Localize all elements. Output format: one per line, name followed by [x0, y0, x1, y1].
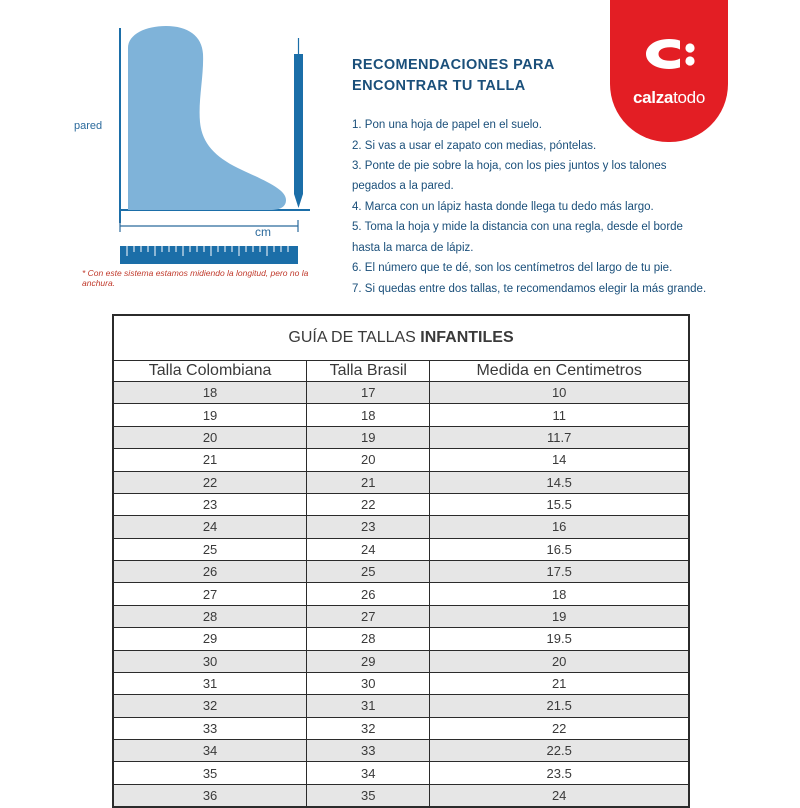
cell-brasil: 20	[307, 449, 430, 471]
table-row	[113, 695, 689, 717]
list-item: 3. Ponte de pie sobre la hoja, con los pies juntos y los talones pegados a la pared.	[352, 159, 667, 193]
table-row	[113, 650, 689, 672]
cell-colombiana: 23	[113, 493, 307, 515]
cell-brasil: 35	[307, 784, 430, 807]
cell-brasil: 28	[307, 628, 430, 650]
wordmark-light: todo	[673, 88, 705, 107]
cell-centimetros: 19.5	[430, 628, 689, 650]
cell-centimetros: 22	[430, 717, 689, 739]
cell-colombiana: 34	[113, 740, 307, 762]
cell-colombiana: 21	[113, 449, 307, 471]
cell-colombiana: 25	[113, 538, 307, 560]
cell-brasil: 21	[307, 471, 430, 493]
table-title	[113, 315, 689, 361]
recommendations-title-line1: RECOMENDACIONES PARA	[352, 57, 555, 73]
cell-brasil: 18	[307, 404, 430, 426]
table-row	[113, 672, 689, 694]
cell-brasil: 34	[307, 762, 430, 784]
cell-colombiana: 26	[113, 561, 307, 583]
cell-colombiana: 20	[113, 426, 307, 448]
cell-colombiana: 28	[113, 605, 307, 627]
cell-brasil: 19	[307, 426, 430, 448]
table-row	[113, 605, 689, 627]
brand-logo	[610, 0, 728, 142]
cell-colombiana: 31	[113, 672, 307, 694]
table-row	[113, 628, 689, 650]
table-row	[113, 561, 689, 583]
cell-centimetros: 17.5	[430, 561, 689, 583]
brand-wordmark	[610, 88, 728, 108]
cell-centimetros: 18	[430, 583, 689, 605]
table-row	[113, 740, 689, 762]
recommendations-list	[352, 115, 712, 299]
cell-colombiana: 35	[113, 762, 307, 784]
diagram-footnote: * Con este sistema estamos midiendo la longitud, pero no la anchura.	[82, 268, 309, 288]
table-title-row	[113, 315, 689, 361]
cell-brasil: 27	[307, 605, 430, 627]
table-row	[113, 538, 689, 560]
cell-centimetros: 15.5	[430, 493, 689, 515]
cell-colombiana: 18	[113, 382, 307, 404]
wordmark-bold: calza	[633, 88, 674, 107]
cell-centimetros: 16	[430, 516, 689, 538]
cell-centimetros: 11	[430, 404, 689, 426]
cell-centimetros: 21	[430, 672, 689, 694]
cell-colombiana: 19	[113, 404, 307, 426]
list-item: 7. Si quedas entre dos tallas, te recomendamos elegir la más grande.	[352, 282, 707, 295]
cell-brasil: 26	[307, 583, 430, 605]
cell-brasil: 30	[307, 672, 430, 694]
cell-brasil: 25	[307, 561, 430, 583]
cell-centimetros: 21.5	[430, 695, 689, 717]
foot-diagram-graphic	[70, 18, 330, 283]
cell-brasil: 32	[307, 717, 430, 739]
table-row	[113, 784, 689, 807]
header-section	[0, 0, 800, 300]
wall-label: pared	[74, 120, 103, 132]
cell-centimetros: 14.5	[430, 471, 689, 493]
cell-centimetros: 16.5	[430, 538, 689, 560]
column-header-colombiana: Talla Colombiana	[113, 361, 307, 382]
recommendations-title-line2: ENCONTRAR TU TALLA	[352, 78, 526, 95]
table-body	[113, 382, 689, 808]
cell-brasil: 17	[307, 382, 430, 404]
table-row	[113, 382, 689, 404]
cell-centimetros: 20	[430, 650, 689, 672]
cell-brasil: 24	[307, 538, 430, 560]
cell-colombiana: 30	[113, 650, 307, 672]
cell-centimetros: 23.5	[430, 762, 689, 784]
cell-centimetros: 22.5	[430, 740, 689, 762]
cell-centimetros: 24	[430, 784, 689, 807]
list-item: 5. Toma la hoja y mide la distancia con una regla, desde el borde hasta la marca de lápiz.	[352, 221, 683, 254]
list-item: 4. Marca con un lápiz hasta donde llega tu dedo más largo.	[352, 200, 654, 213]
cell-centimetros: 11.7	[430, 426, 689, 448]
cell-brasil: 29	[307, 650, 430, 672]
cell-colombiana: 22	[113, 471, 307, 493]
cell-brasil: 22	[307, 493, 430, 515]
list-item: 2. Si vas a usar el zapato con medias, póntelas.	[352, 139, 597, 152]
table-title-strong: INFANTILES	[420, 329, 514, 346]
table-row	[113, 426, 689, 448]
cell-colombiana: 24	[113, 516, 307, 538]
table-row	[113, 471, 689, 493]
cell-colombiana: 32	[113, 695, 307, 717]
colon-icon	[610, 36, 728, 77]
cell-brasil: 23	[307, 516, 430, 538]
cell-colombiana: 33	[113, 717, 307, 739]
cell-centimetros: 14	[430, 449, 689, 471]
table-row	[113, 516, 689, 538]
table-row	[113, 583, 689, 605]
list-item: 6. El número que te dé, son los centímetros del largo de tu pie.	[352, 262, 673, 275]
column-header-centimetros: Medida en Centimetros	[430, 361, 689, 382]
table-row	[113, 717, 689, 739]
cell-colombiana: 27	[113, 583, 307, 605]
foot-measure-diagram	[70, 18, 330, 288]
cell-colombiana: 36	[113, 784, 307, 807]
column-header-brasil: Talla Brasil	[307, 361, 430, 382]
cell-colombiana: 29	[113, 628, 307, 650]
table-row	[113, 493, 689, 515]
table-title-prefix: GUÍA DE TALLAS	[288, 329, 421, 346]
table-row	[113, 449, 689, 471]
list-item: 1. Pon una hoja de papel en el suelo.	[352, 119, 542, 132]
table-header-row	[113, 361, 689, 382]
cm-label: cm	[255, 225, 271, 239]
cell-centimetros: 19	[430, 605, 689, 627]
cell-brasil: 33	[307, 740, 430, 762]
table-row	[113, 404, 689, 426]
size-guide-table	[112, 314, 690, 808]
cell-centimetros: 10	[430, 382, 689, 404]
table-row	[113, 762, 689, 784]
cell-brasil: 31	[307, 695, 430, 717]
